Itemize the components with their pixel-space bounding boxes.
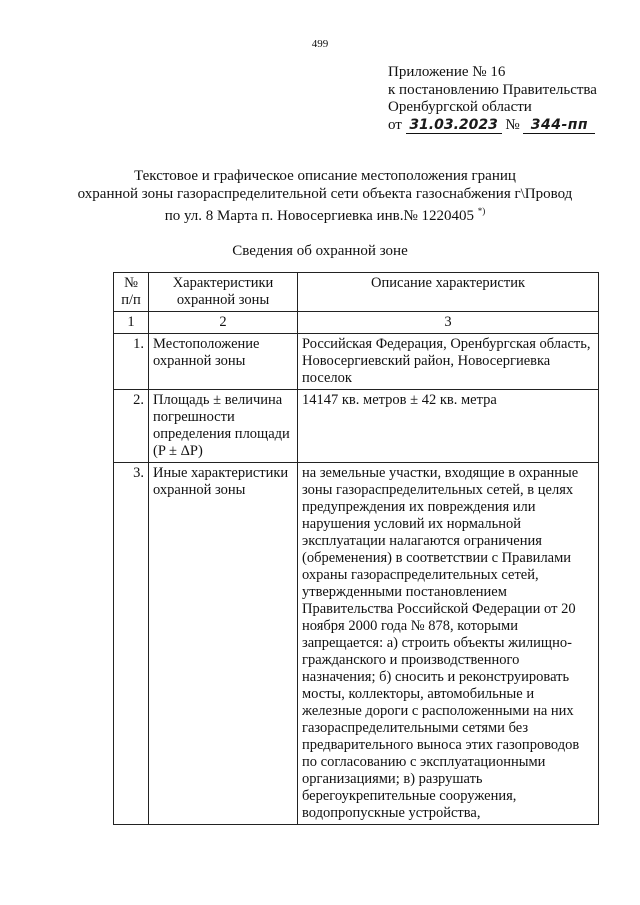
row-description: Российская Федерация, Оренбургская область, Новосергиевский район, Новосергиевка поселок: [298, 334, 599, 390]
header-description: Описание характеристик: [298, 273, 599, 312]
handwritten-date: 31.03.2023: [406, 118, 502, 134]
column-number-2: 2: [149, 312, 298, 334]
table-row: [114, 334, 599, 390]
appendix-block: [388, 64, 597, 134]
zone-table: [113, 272, 599, 825]
row-number: 3.: [114, 463, 149, 825]
title-line-1: Текстовое и графическое описание местоположения границ: [134, 168, 516, 184]
title-line-2: охранной зоны газораспределительной сети объекта газоснабжения г\Провод: [77, 185, 573, 202]
date-prefix: от: [388, 116, 402, 133]
section-subtitle: Сведения об охранной зоне: [232, 243, 408, 259]
table-header-row: [114, 273, 599, 312]
header-number: № п/п: [114, 273, 149, 312]
number-prefix: №: [505, 116, 520, 133]
document-title: [60, 168, 590, 226]
footnote-mark: *): [477, 206, 486, 216]
column-number-row: [114, 312, 599, 334]
table-row: [114, 463, 599, 825]
column-number-3: 3: [298, 312, 599, 334]
appendix-line-region: Оренбургской области: [388, 99, 532, 115]
header-characteristic: Характеристики охранной зоны: [149, 273, 298, 312]
row-characteristic: Площадь ± величина погрешности определения площади (P ± ΔP): [149, 390, 298, 463]
row-description: на земельные участки, входящие в охранные зоны газораспределительных сетей, в целях предупреждения их повреждения или нарушения условий их нормальной эксплуатации налагаются ограничения (обременения) в соответствии с Правилами охраны газораспределительных сетей, утвержденными постановлением Правительства Российской Федерации от 20 ноября 2000 года № 878, которыми запрещается: а) строить объекты жилищно-гражданского и производственного назначения; б) сносить и реконструировать мосты, коллекторы, автомобильные и железные дороги с расположенными на них газораспределительными сетями без предварительного выноса этих газопроводов по согласованию с эксплуатационными организациями; в) разрушать берегоукрепительные сооружения, водопропускные устройства,: [298, 463, 599, 825]
row-characteristic: Местоположение охранной зоны: [149, 334, 298, 390]
page-number: 499: [311, 38, 329, 50]
title-line-3: [60, 203, 590, 226]
row-characteristic: Иные характеристики охранной зоны: [149, 463, 298, 825]
table-row: [114, 390, 599, 463]
appendix-date-line: [388, 117, 597, 135]
row-number: 2.: [114, 390, 149, 463]
row-description: 14147 кв. метров ± 42 кв. метра: [298, 390, 599, 463]
column-number-1: 1: [114, 312, 149, 334]
appendix-title: Приложение № 16: [388, 64, 506, 80]
handwritten-number: 344-пп: [523, 118, 595, 134]
appendix-line-resolution: к постановлению Правительства: [388, 81, 597, 98]
title-line-3-text: по ул. 8 Марта п. Новосергиевка инв.№ 1220405: [164, 208, 475, 224]
row-number: 1.: [114, 334, 149, 390]
